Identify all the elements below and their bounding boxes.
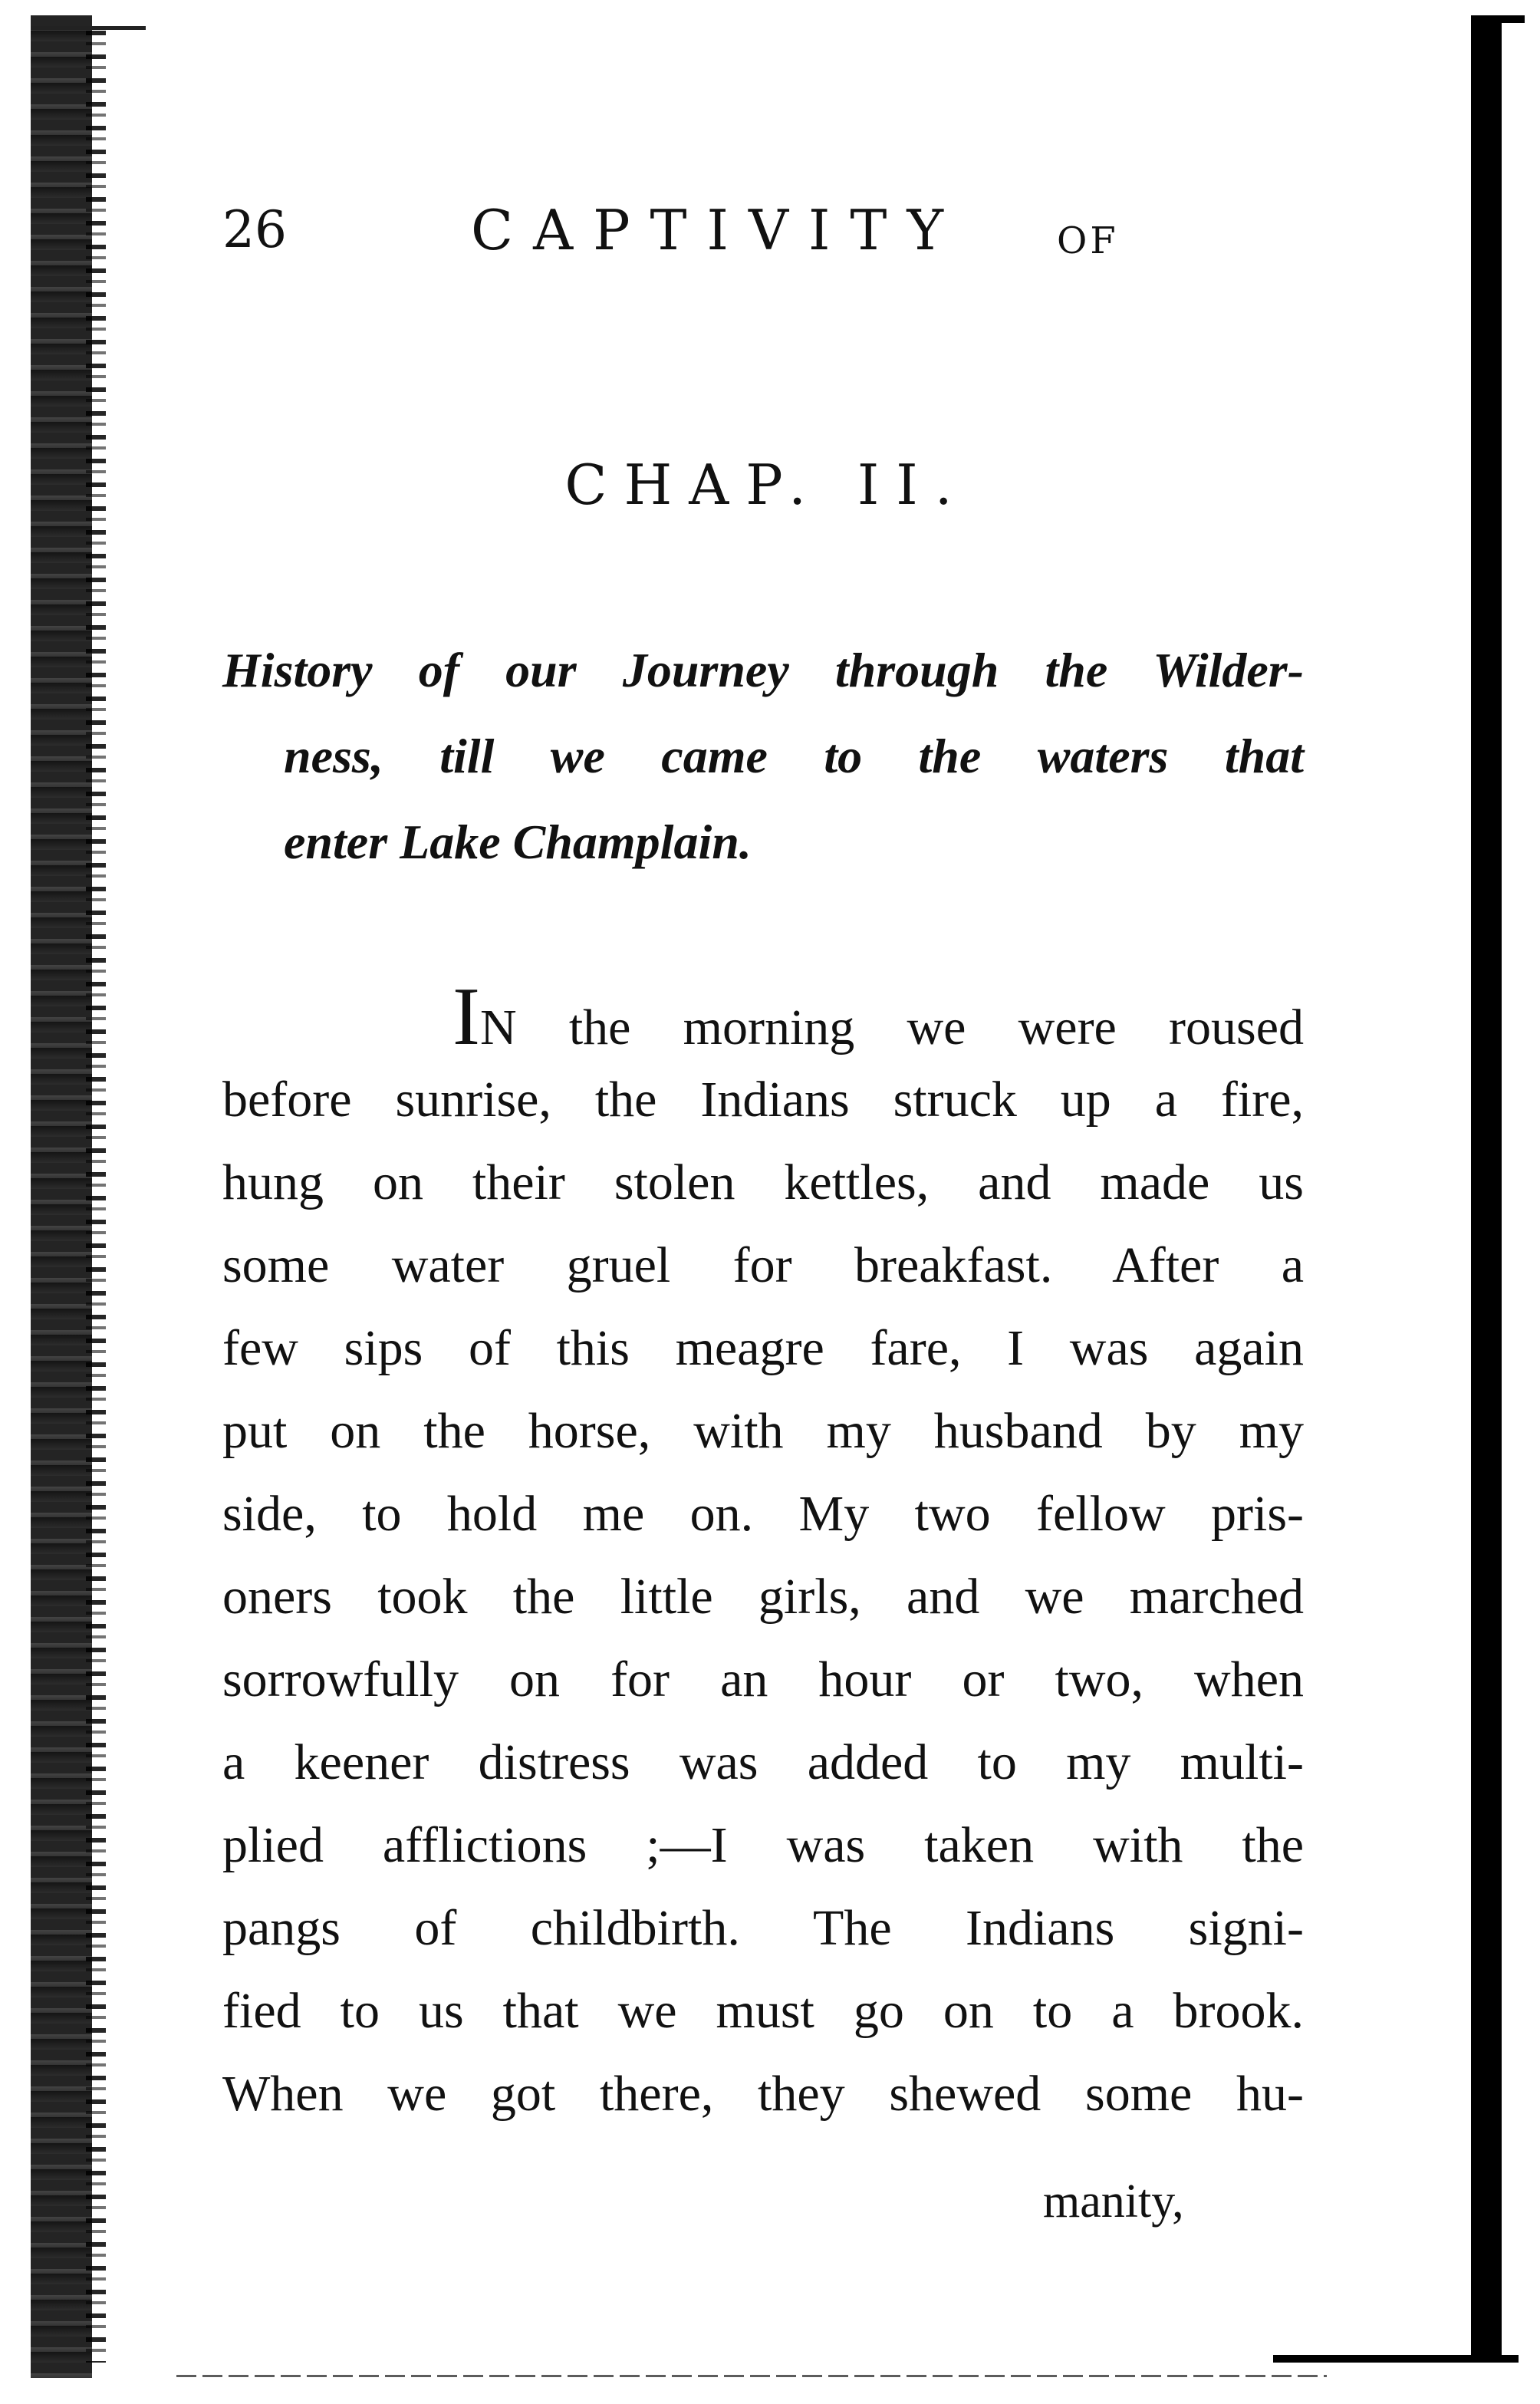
body-line: fied to us that we must go on to a brook. <box>222 1983 1304 2039</box>
summary-line: ness, till we came to the waters that <box>284 729 1304 783</box>
right-rule-bottom-cap <box>1273 2355 1519 2363</box>
right-page-rule <box>1471 15 1502 2363</box>
page-number: 26 <box>222 200 287 259</box>
body-line: side, to hold me on. My two fellow pris- <box>222 1486 1304 1542</box>
corner-mark <box>31 26 146 30</box>
drop-cap: I <box>452 971 480 1062</box>
body-line: pangs of childbirth. The Indians signi- <box>222 1900 1304 1956</box>
first-line-text: N the morning we were roused <box>479 999 1304 1055</box>
chapter-summary <box>222 627 1311 885</box>
binding-edge-texture <box>86 31 106 2363</box>
body-line: a keener distress was added to my multi- <box>222 1734 1304 1790</box>
running-title: CAPTIVITY <box>471 198 963 262</box>
chapter-heading: CHAP. II. <box>564 453 969 517</box>
body-line: some water gruel for breakfast. After a <box>222 1237 1304 1293</box>
body-line: hung on their stolen kettles, and made us <box>222 1154 1304 1210</box>
summary-line: enter Lake Champlain. <box>284 815 752 869</box>
body-line: before sunrise, the Indians struck up a fire, <box>222 1072 1304 1128</box>
running-title-suffix: OF <box>1057 219 1119 262</box>
catchword: manity, <box>1043 2175 1184 2228</box>
running-head <box>222 192 1173 268</box>
binding-edge <box>31 15 92 2378</box>
body-line: put on the horse, with my husband by my <box>222 1403 1304 1459</box>
body-line: few sips of this meagre fare, I was again <box>222 1320 1304 1376</box>
body-line: oners took the little girls, and we marched <box>222 1569 1304 1625</box>
body-line-first <box>222 971 1304 1062</box>
body-text <box>222 971 1304 2136</box>
body-line: When we got there, they shewed some hu- <box>222 2066 1304 2122</box>
summary-line: History of our Journey through the Wilder- <box>222 643 1304 697</box>
body-line: plied afflictions ;—I was taken with the <box>222 1817 1304 1873</box>
right-rule-top-cap <box>1471 15 1525 23</box>
bottom-page-rule <box>176 2375 1327 2377</box>
body-line: sorrowfully on for an hour or two, when <box>222 1652 1304 1707</box>
